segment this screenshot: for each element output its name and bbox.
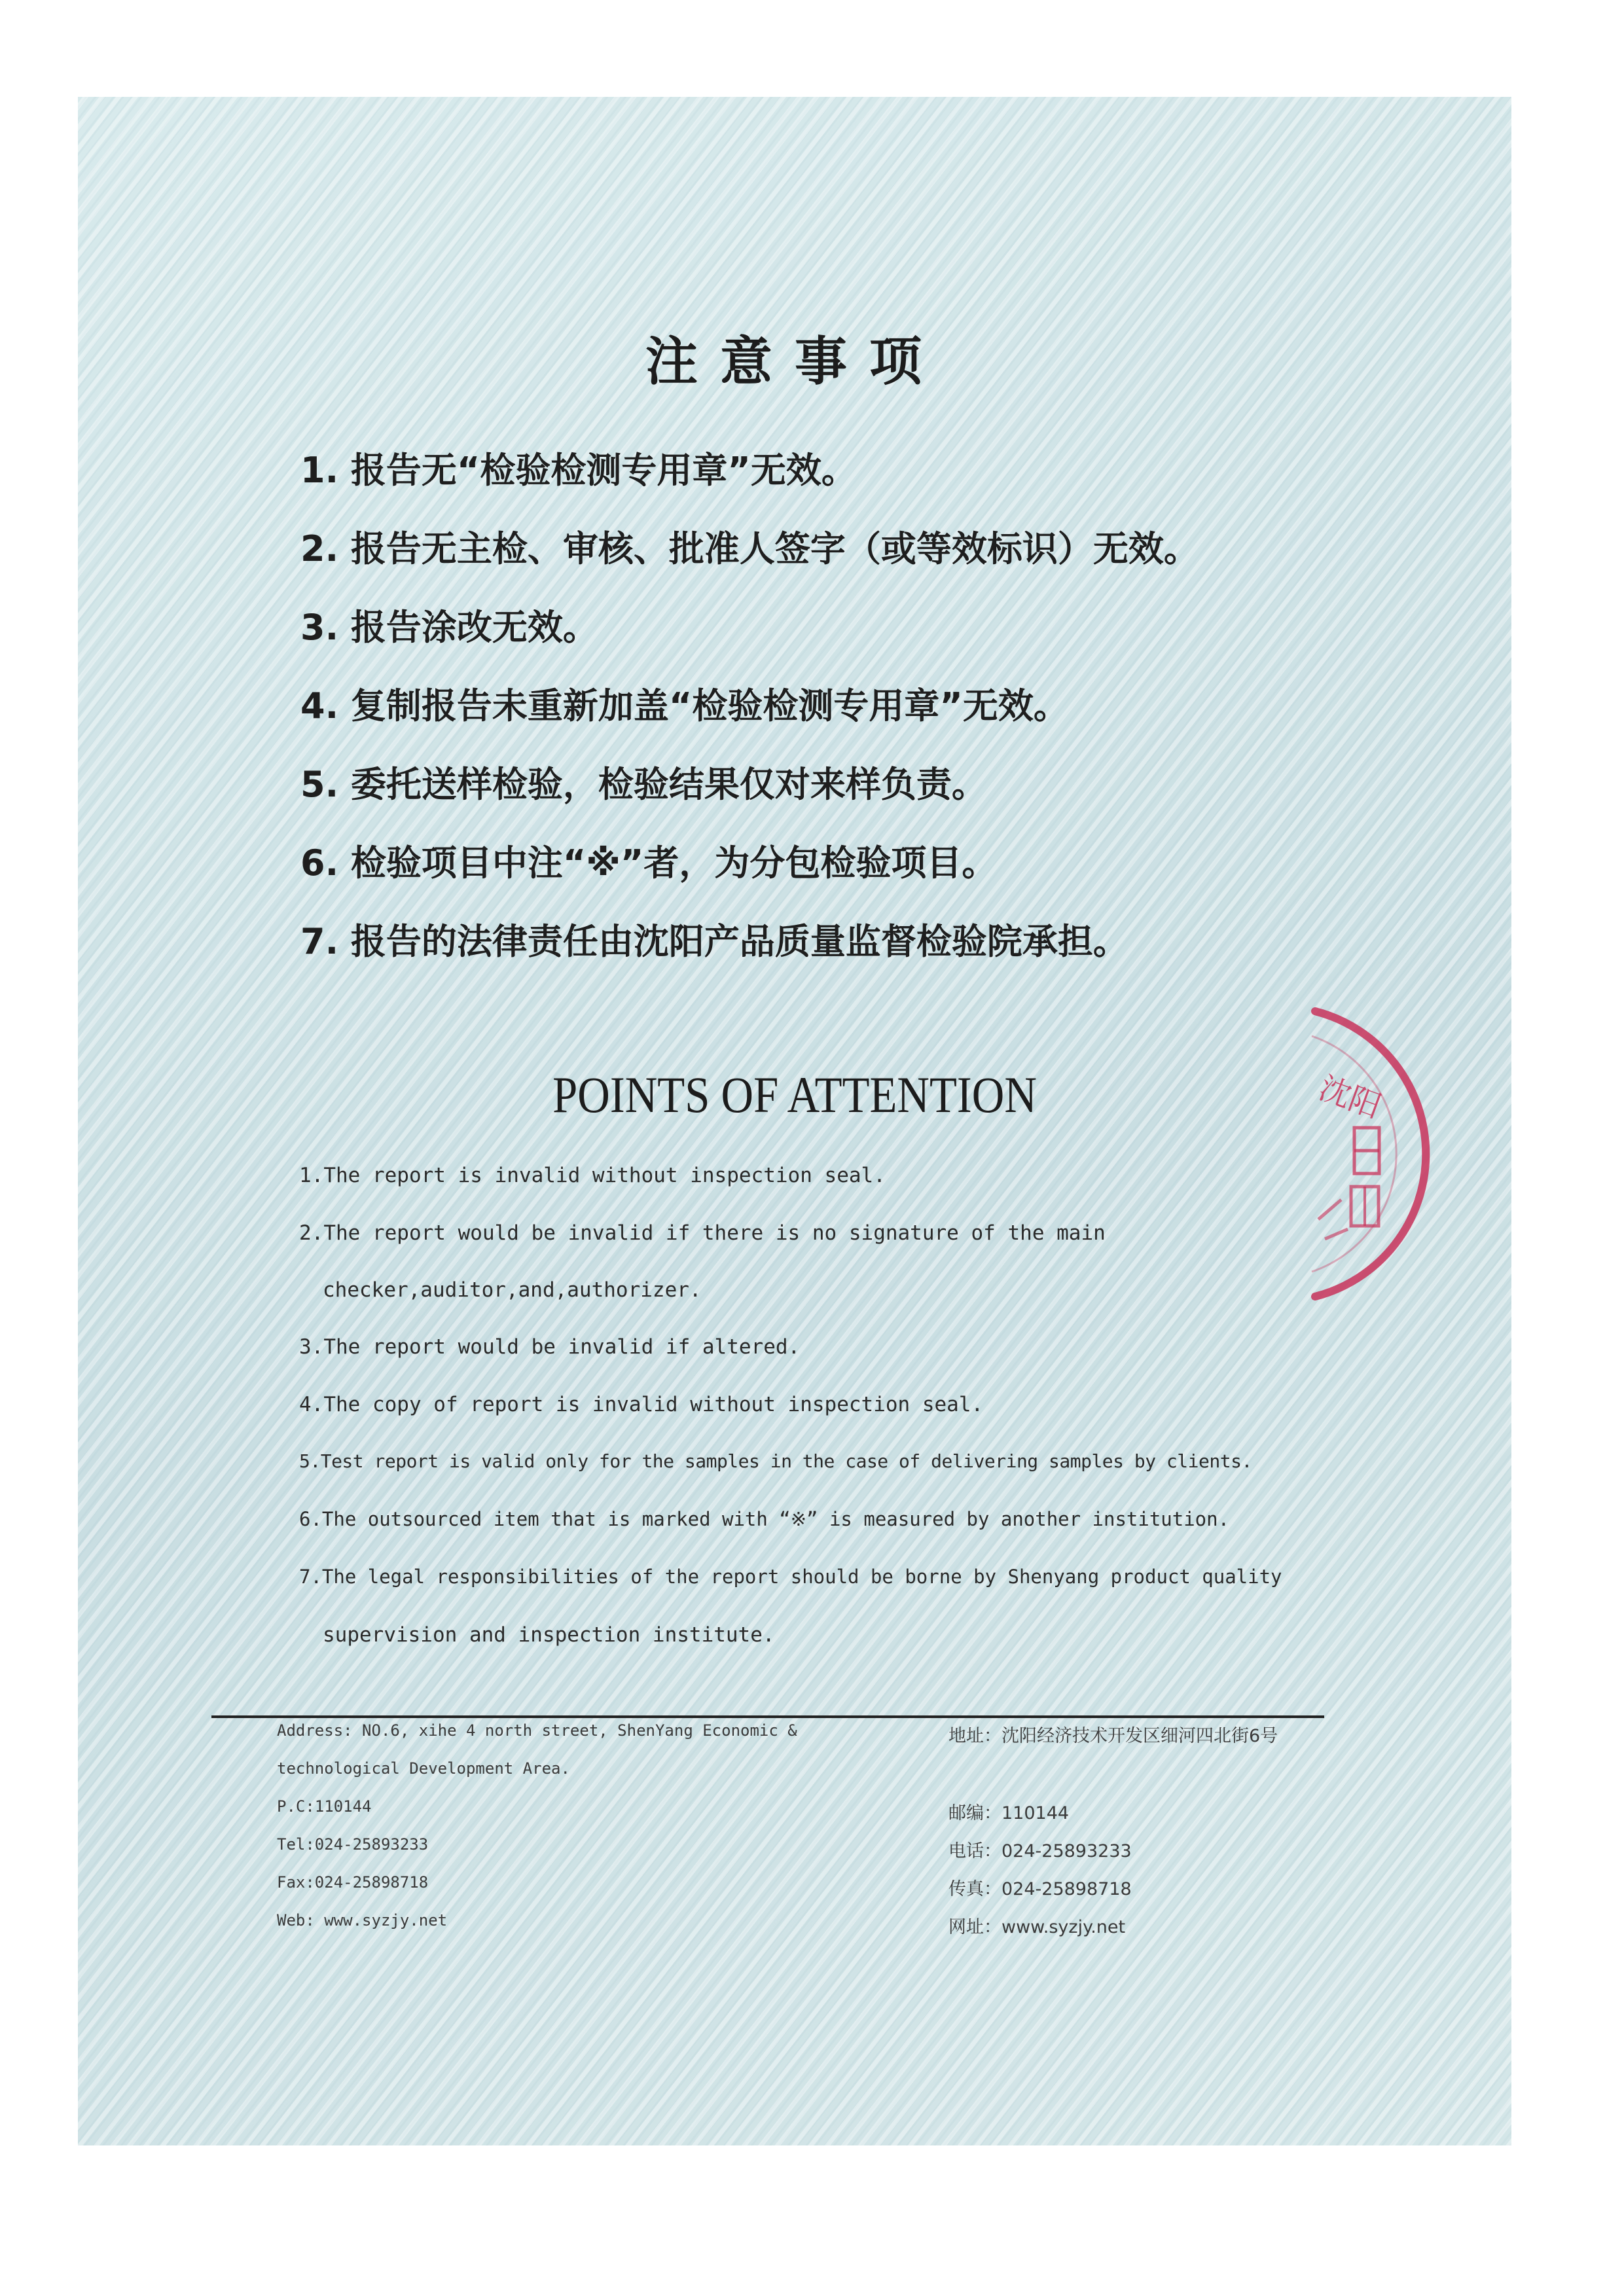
en-item-4: 4.The copy of report is invalid without inspection seal. [299, 1393, 984, 1416]
zh-item-7: 7. 报告的法律责任由沈阳产品质量监督检验院承担。 [300, 921, 1128, 962]
zh-item-1: 1. 报告无“检验检测专用章”无效。 [300, 450, 857, 491]
zh-item-5: 5. 委托送样检验，检验结果仅对来样负责。 [300, 764, 987, 805]
zh-item-3: 3. 报告涂改无效。 [300, 607, 598, 648]
footer-web-en: Web: www.syzjy.net [277, 1911, 448, 1929]
en-item-7: 7.The legal responsibilities of the report should be borne by Shenyang product quality [299, 1566, 1282, 1588]
zh-item-2: 2. 报告无主检、审核、批准人签字（或等效标识）无效。 [300, 528, 1199, 569]
seal-text: 沈阳 [1314, 1069, 1386, 1126]
english-title: POINTS OF ATTENTION [552, 1066, 1037, 1123]
footer-tel-en: Tel:024-25893233 [277, 1835, 429, 1854]
footer-postcode-zh: 邮编：110144 [948, 1803, 1070, 1823]
footer-fax-en: Fax:024-25898718 [277, 1873, 429, 1892]
en-item-7-continued: supervision and inspection institute. [323, 1623, 775, 1647]
en-item-6: 6.The outsourced item that is marked with “※” is measured by another institution. [299, 1508, 1230, 1530]
document-page [78, 97, 1511, 2145]
chinese-title: 注意事项 [645, 331, 944, 392]
footer-fax-zh: 传真：024-25898718 [948, 1879, 1132, 1899]
footer-divider [211, 1715, 1324, 1718]
inspection-seal-stamp [1292, 1003, 1508, 1304]
en-item-5: 5.Test report is valid only for the samples in the case of delivering samples by clients. [299, 1450, 1252, 1472]
en-item-3: 3.The report would be invalid if altered. [299, 1335, 801, 1359]
footer-address-zh: 地址：沈阳经济技术开发区细河四北街6号 [948, 1726, 1278, 1746]
footer-address-en-line2: technological Development Area. [277, 1759, 570, 1778]
footer-address-en-line1: Address: NO.6, xihe 4 north street, ShenYang Economic & [277, 1721, 797, 1740]
footer-tel-zh: 电话：024-25893233 [948, 1841, 1132, 1861]
zh-item-4: 4. 复制报告未重新加盖“检验检测专用章”无效。 [300, 685, 1069, 726]
zh-item-6: 6. 检验项目中注“※”者，为分包检验项目。 [300, 842, 998, 884]
footer-web-zh: 网址：www.syzjy.net [948, 1917, 1126, 1937]
en-item-2: 2.The report would be invalid if there is no signature of the main [299, 1221, 1106, 1245]
en-item-2-continued: checker,auditor,and,authorizer. [323, 1278, 702, 1302]
footer-postcode-en: P.C:110144 [277, 1797, 372, 1816]
en-item-1: 1.The report is invalid without inspection seal. [299, 1164, 886, 1187]
